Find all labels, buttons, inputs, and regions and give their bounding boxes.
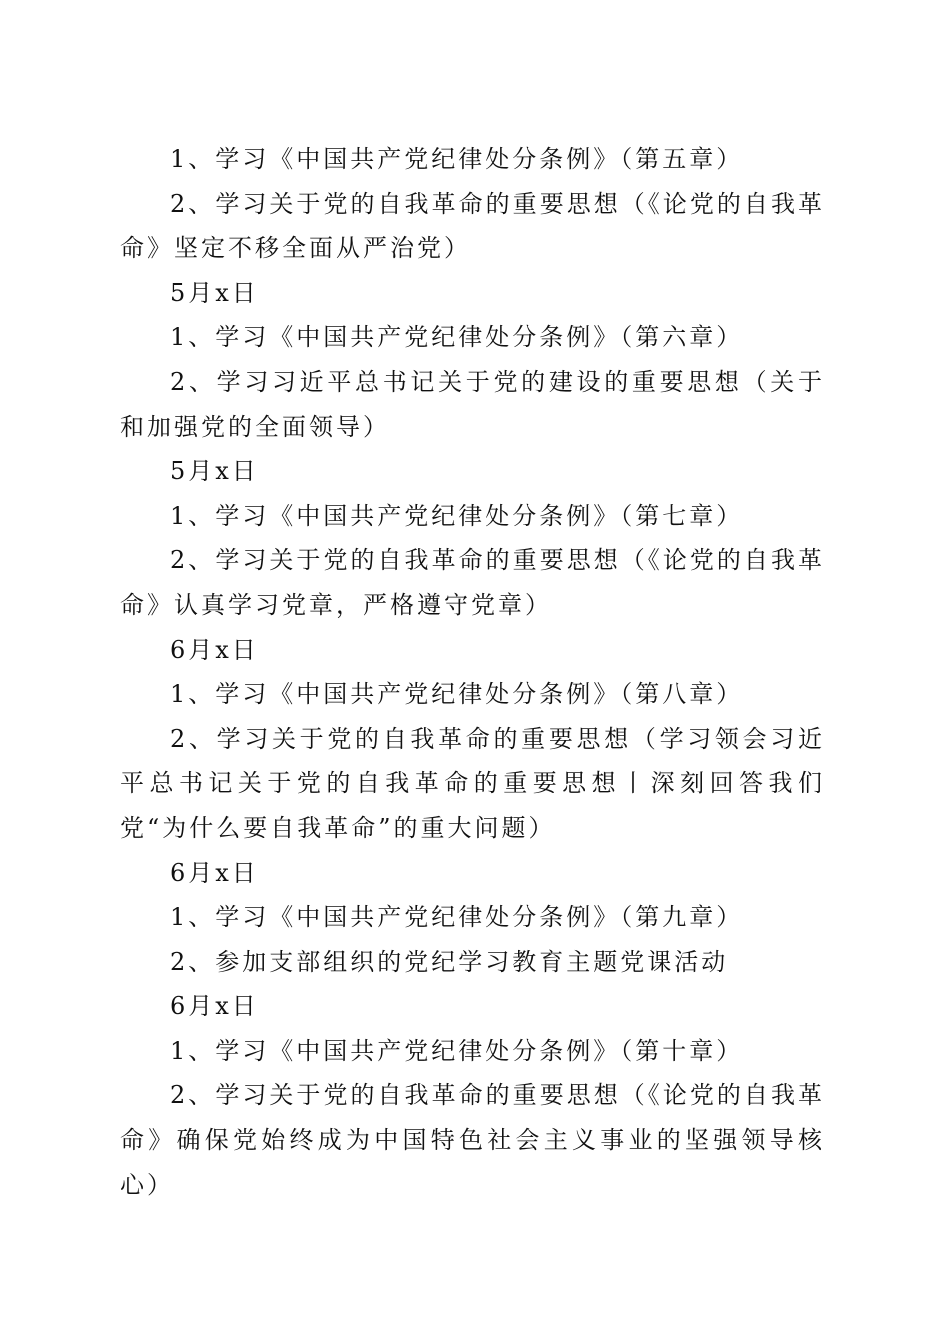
study-item: 1、学习《中国共产党纪律处分条例》（第八章） xyxy=(170,680,744,709)
study-item: 2、参加支部组织的党纪学习教育主题党课活动 xyxy=(170,947,729,976)
study-item: 2、学习关于党的自我革命的重要思想（《论党的自我革命》确保党始终成为中国特色社会主义事业的坚强领导核心） xyxy=(120,1081,825,1199)
study-item: 1、学习《中国共产党纪律处分条例》（第九章） xyxy=(170,903,744,932)
study-item: 2、学习习近平总书记关于党的建设的重要思想（关于和加强党的全面领导） xyxy=(120,367,825,441)
study-item: 1、学习《中国共产党纪律处分条例》（第五章） xyxy=(170,145,744,173)
date-heading: 6月x日 xyxy=(170,992,259,1021)
study-item: 1、学习《中国共产党纪律处分条例》（第六章） xyxy=(170,323,744,352)
study-item: 1、学习《中国共产党纪律处分条例》（第七章） xyxy=(170,501,744,530)
study-item: 2、学习关于党的自我革命的重要思想（《论党的自我革命》认真学习党章，严格遵守党章） xyxy=(120,546,825,619)
document-body xyxy=(120,137,825,1207)
date-heading: 6月x日 xyxy=(170,635,259,664)
study-item: 2、学习关于党的自我革命的重要思想（学习领会习近平总书记关于党的自我革命的重要思想丨深刻回答我们党“为什么要自我革命”的重大问题） xyxy=(120,724,825,842)
study-item: 1、学习《中国共产党纪律处分条例》（第十章） xyxy=(170,1036,744,1065)
date-heading: 5月x日 xyxy=(170,278,259,307)
date-heading: 5月x日 xyxy=(170,457,259,486)
date-heading: 6月x日 xyxy=(170,858,259,887)
study-item: 2、学习关于党的自我革命的重要思想（《论党的自我革命》坚定不移全面从严治党） xyxy=(120,189,825,263)
